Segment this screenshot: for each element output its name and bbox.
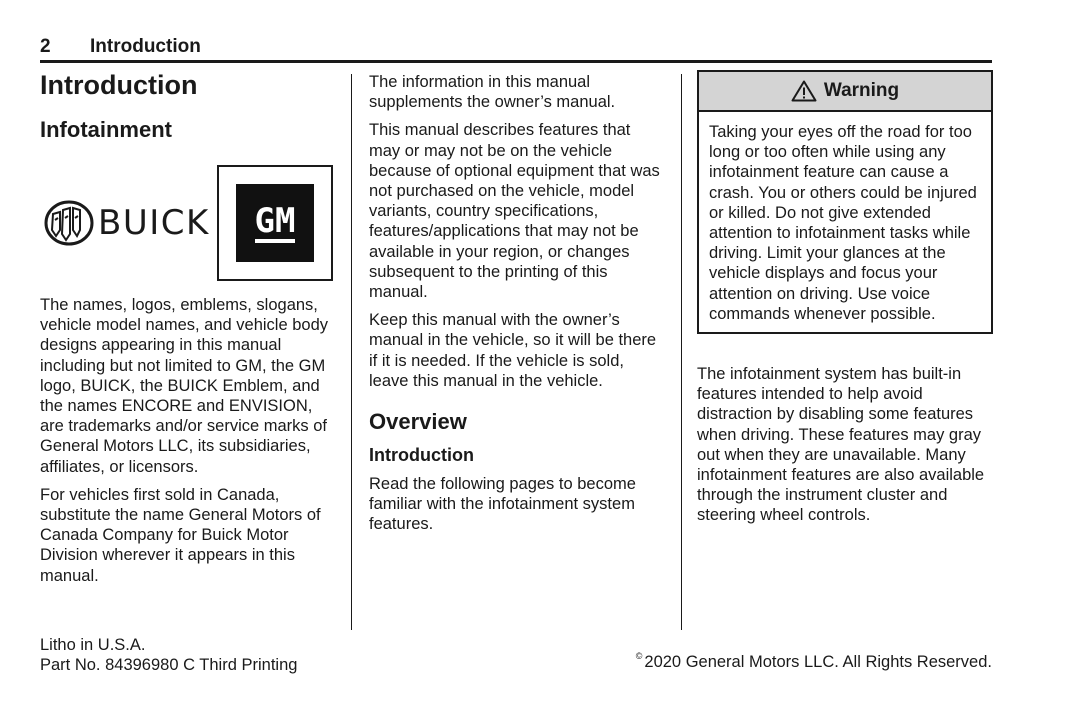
warning-triangle-icon	[791, 80, 817, 102]
column-divider	[681, 74, 682, 630]
warning-body	[699, 112, 991, 332]
section-heading-infotainment: Infotainment	[40, 117, 172, 142]
copyright-text: 2020 General Motors LLC. All Rights Reserved.	[644, 653, 992, 671]
warning-text: Taking your eyes off the road for too long or too often while using any infotainment feature can cause a crash. You or others could be injured or killed. Do not give extended attention to infotainment tasks while driving. Limit your glances at the vehicle displays and focus your attention on driving. Use voice commands whenever possible.	[709, 123, 977, 323]
column-1	[40, 70, 340, 586]
gm-logo-text: GM	[254, 200, 296, 241]
gm-logo-frame	[217, 165, 333, 281]
page-number: 2	[40, 36, 51, 57]
buick-wordmark: BUICK	[98, 203, 210, 243]
supplement-paragraph: The information in this manual supplements the owner’s manual.	[369, 73, 616, 112]
warning-header	[699, 72, 991, 112]
keep-manual-paragraph: Keep this manual with the owner’s manual in the vehicle, so it will be there if it is needed. If the vehicle is sold, leave this manual in the vehicle.	[369, 311, 657, 390]
canada-paragraph: For vehicles first sold in Canada, substitute the name General Motors of Canada Company for Buick Motor Division wherever it appears in this manual.	[40, 485, 321, 585]
subheading-introduction: Introduction	[369, 445, 474, 466]
header-rule	[40, 60, 992, 63]
copyright-notice	[636, 653, 992, 672]
copyright-symbol: ©	[635, 651, 643, 661]
warning-box	[697, 70, 993, 334]
running-head	[40, 36, 201, 58]
features-paragraph: This manual describes features that may or may not be on the vehicle because of optional equipment that was not purchased on the vehicle, model variants, country specifications, features/applications that may not be available in your region, or changes subsequent to the printing of this manual.	[369, 121, 660, 302]
gm-logo	[236, 184, 314, 262]
brand-logos	[40, 165, 340, 281]
buick-logo	[44, 200, 210, 246]
column-divider	[351, 74, 352, 630]
section-heading-overview: Overview	[369, 409, 467, 435]
read-pages-paragraph: Read the following pages to become familiar with the infotainment system features.	[369, 475, 636, 534]
column-2	[369, 70, 664, 535]
litho-text: Litho in U.S.A.	[40, 636, 146, 654]
warning-title: Warning	[823, 80, 900, 101]
part-number: Part No. 84396980 C Third Printing	[40, 656, 298, 674]
running-head-title: Introduction	[90, 36, 201, 57]
page-title: Introduction	[40, 70, 198, 100]
column-3	[697, 70, 993, 526]
system-features-paragraph: The infotainment system has built-in features intended to help avoid distraction by disabling some features when driving. These features may gray out when they are unavailable. Many infotainment features are also available through the instrument cluster and steering wheel controls.	[697, 365, 985, 525]
buick-tri-shield-icon	[44, 200, 94, 246]
trademark-paragraph: The names, logos, emblems, slogans, vehicle model names, and vehicle body designs appearing in this manual including but not limited to GM, the GM logo, BUICK, the BUICK Emblem, and the names ENCORE and ENVISION, are trademarks and/or service marks of General Motors LLC, its subsidiaries, affiliates, or licensors.	[40, 296, 329, 476]
footer-left	[40, 635, 297, 675]
